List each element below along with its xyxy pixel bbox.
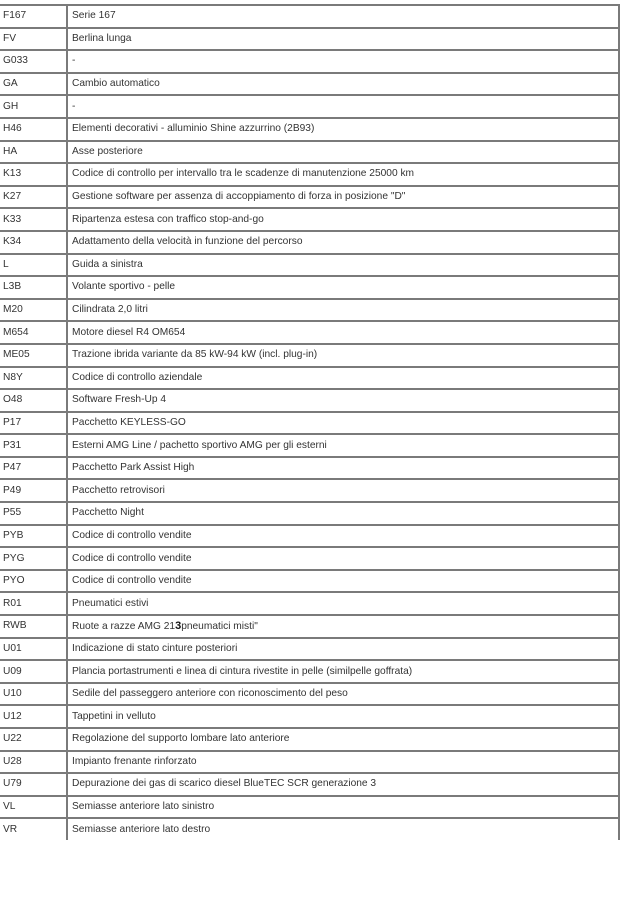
description-cell: Semiasse anteriore lato sinistro xyxy=(67,796,619,819)
table-row xyxy=(0,50,619,73)
description-cell: Motore diesel R4 OM654 xyxy=(67,321,619,344)
table-row xyxy=(0,254,619,277)
table-row xyxy=(0,231,619,254)
description-cell: Pacchetto Night xyxy=(67,502,619,525)
code-cell: P55 xyxy=(0,502,67,525)
code-cell: N8Y xyxy=(0,367,67,390)
table-row xyxy=(0,705,619,728)
description-cell: Plancia portastrumenti e linea di cintura rivestite in pelle (similpelle goffrata) xyxy=(67,660,619,683)
table-row xyxy=(0,73,619,96)
table-row xyxy=(0,95,619,118)
table-row xyxy=(0,683,619,706)
code-cell: P47 xyxy=(0,457,67,480)
table-row xyxy=(0,525,619,548)
table-row xyxy=(0,412,619,435)
code-cell: PYO xyxy=(0,570,67,593)
table-row xyxy=(0,5,619,28)
code-cell: G033 xyxy=(0,50,67,73)
description-cell: Pacchetto retrovisori xyxy=(67,479,619,502)
table-row xyxy=(0,502,619,525)
equipment-codes-table xyxy=(0,4,620,840)
table-row xyxy=(0,389,619,412)
description-cell: Trazione ibrida variante da 85 kW-94 kW (incl. plug-in) xyxy=(67,344,619,367)
description-cell: Codice di controllo vendite xyxy=(67,547,619,570)
code-cell: K34 xyxy=(0,231,67,254)
code-cell: U12 xyxy=(0,705,67,728)
code-cell: H46 xyxy=(0,118,67,141)
table-row xyxy=(0,434,619,457)
description-cell: Adattamento della velocità in funzione del percorso xyxy=(67,231,619,254)
description-cell: Depurazione dei gas di scarico diesel BlueTEC SCR generazione 3 xyxy=(67,773,619,796)
description-cell: Regolazione del supporto lombare lato anteriore xyxy=(67,728,619,751)
table-row xyxy=(0,186,619,209)
table-row xyxy=(0,321,619,344)
description-cell: Tappetini in velluto xyxy=(67,705,619,728)
code-cell: L3B xyxy=(0,276,67,299)
table-row xyxy=(0,344,619,367)
code-cell: U01 xyxy=(0,638,67,661)
description-cell: Pacchetto Park Assist High xyxy=(67,457,619,480)
code-cell: R01 xyxy=(0,592,67,615)
code-cell: RWB xyxy=(0,615,67,638)
code-cell: PYB xyxy=(0,525,67,548)
description-cell: Guida a sinistra xyxy=(67,254,619,277)
code-cell: O48 xyxy=(0,389,67,412)
code-cell: GA xyxy=(0,73,67,96)
table-row xyxy=(0,796,619,819)
code-cell: U09 xyxy=(0,660,67,683)
code-cell: FV xyxy=(0,28,67,51)
table-row xyxy=(0,638,619,661)
table-row xyxy=(0,570,619,593)
table-row xyxy=(0,592,619,615)
code-cell: P49 xyxy=(0,479,67,502)
code-cell: M20 xyxy=(0,299,67,322)
table-row xyxy=(0,660,619,683)
table-row xyxy=(0,141,619,164)
description-cell: Volante sportivo - pelle xyxy=(67,276,619,299)
table-row xyxy=(0,479,619,502)
code-cell: HA xyxy=(0,141,67,164)
description-cell: Cilindrata 2,0 litri xyxy=(67,299,619,322)
table-row xyxy=(0,163,619,186)
description-cell: Cambio automatico xyxy=(67,73,619,96)
table-row xyxy=(0,276,619,299)
table-row xyxy=(0,118,619,141)
description-part: Ruote a razze AMG 21 xyxy=(72,620,176,632)
description-cell: - xyxy=(67,50,619,73)
description-cell: Elementi decorativi - alluminio Shine azzurrino (2B93) xyxy=(67,118,619,141)
table-body xyxy=(0,5,619,840)
description-cell: Asse posteriore xyxy=(67,141,619,164)
code-cell: PYG xyxy=(0,547,67,570)
code-cell: U10 xyxy=(0,683,67,706)
code-cell: VL xyxy=(0,796,67,819)
code-cell: U79 xyxy=(0,773,67,796)
code-cell: M654 xyxy=(0,321,67,344)
code-cell: P17 xyxy=(0,412,67,435)
code-cell: U22 xyxy=(0,728,67,751)
description-cell: Codice di controllo per intervallo tra le scadenze di manutenzione 25000 km xyxy=(67,163,619,186)
table-row xyxy=(0,457,619,480)
description-cell: Berlina lunga xyxy=(67,28,619,51)
description-cell: Impianto frenante rinforzato xyxy=(67,751,619,774)
table-row xyxy=(0,299,619,322)
code-cell: K27 xyxy=(0,186,67,209)
table-row xyxy=(0,728,619,751)
description-cell: Serie 167 xyxy=(67,5,619,28)
table-row xyxy=(0,751,619,774)
description-emphasis: 3 xyxy=(175,619,182,632)
code-cell: GH xyxy=(0,95,67,118)
code-cell: U28 xyxy=(0,751,67,774)
description-cell: Semiasse anteriore lato destro xyxy=(67,818,619,840)
description-cell: Esterni AMG Line / pachetto sportivo AMG per gli esterni xyxy=(67,434,619,457)
table-row xyxy=(0,367,619,390)
description-cell: Gestione software per assenza di accoppiamento di forza in posizione "D" xyxy=(67,186,619,209)
description-cell: Software Fresh-Up 4 xyxy=(67,389,619,412)
description-cell: Codice di controllo aziendale xyxy=(67,367,619,390)
code-cell: F167 xyxy=(0,5,67,28)
description-cell: Indicazione di stato cinture posteriori xyxy=(67,638,619,661)
table-row xyxy=(0,547,619,570)
table-row xyxy=(0,28,619,51)
description-cell: Sedile del passeggero anteriore con riconoscimento del peso xyxy=(67,683,619,706)
table-row xyxy=(0,818,619,840)
description-cell: Ripartenza estesa con traffico stop-and-go xyxy=(67,208,619,231)
code-cell: K33 xyxy=(0,208,67,231)
code-cell: VR xyxy=(0,818,67,840)
code-cell: L xyxy=(0,254,67,277)
code-cell: ME05 xyxy=(0,344,67,367)
description-part: pneumatici misti" xyxy=(181,620,258,632)
table-row xyxy=(0,615,619,638)
description-cell: Codice di controllo vendite xyxy=(67,525,619,548)
table-row xyxy=(0,773,619,796)
code-cell: K13 xyxy=(0,163,67,186)
description-cell: Pneumatici estivi xyxy=(67,592,619,615)
description-cell: Codice di controllo vendite xyxy=(67,570,619,593)
description-cell xyxy=(67,615,619,638)
code-cell: P31 xyxy=(0,434,67,457)
description-cell: Pacchetto KEYLESS-GO xyxy=(67,412,619,435)
table-row xyxy=(0,208,619,231)
description-cell: - xyxy=(67,95,619,118)
